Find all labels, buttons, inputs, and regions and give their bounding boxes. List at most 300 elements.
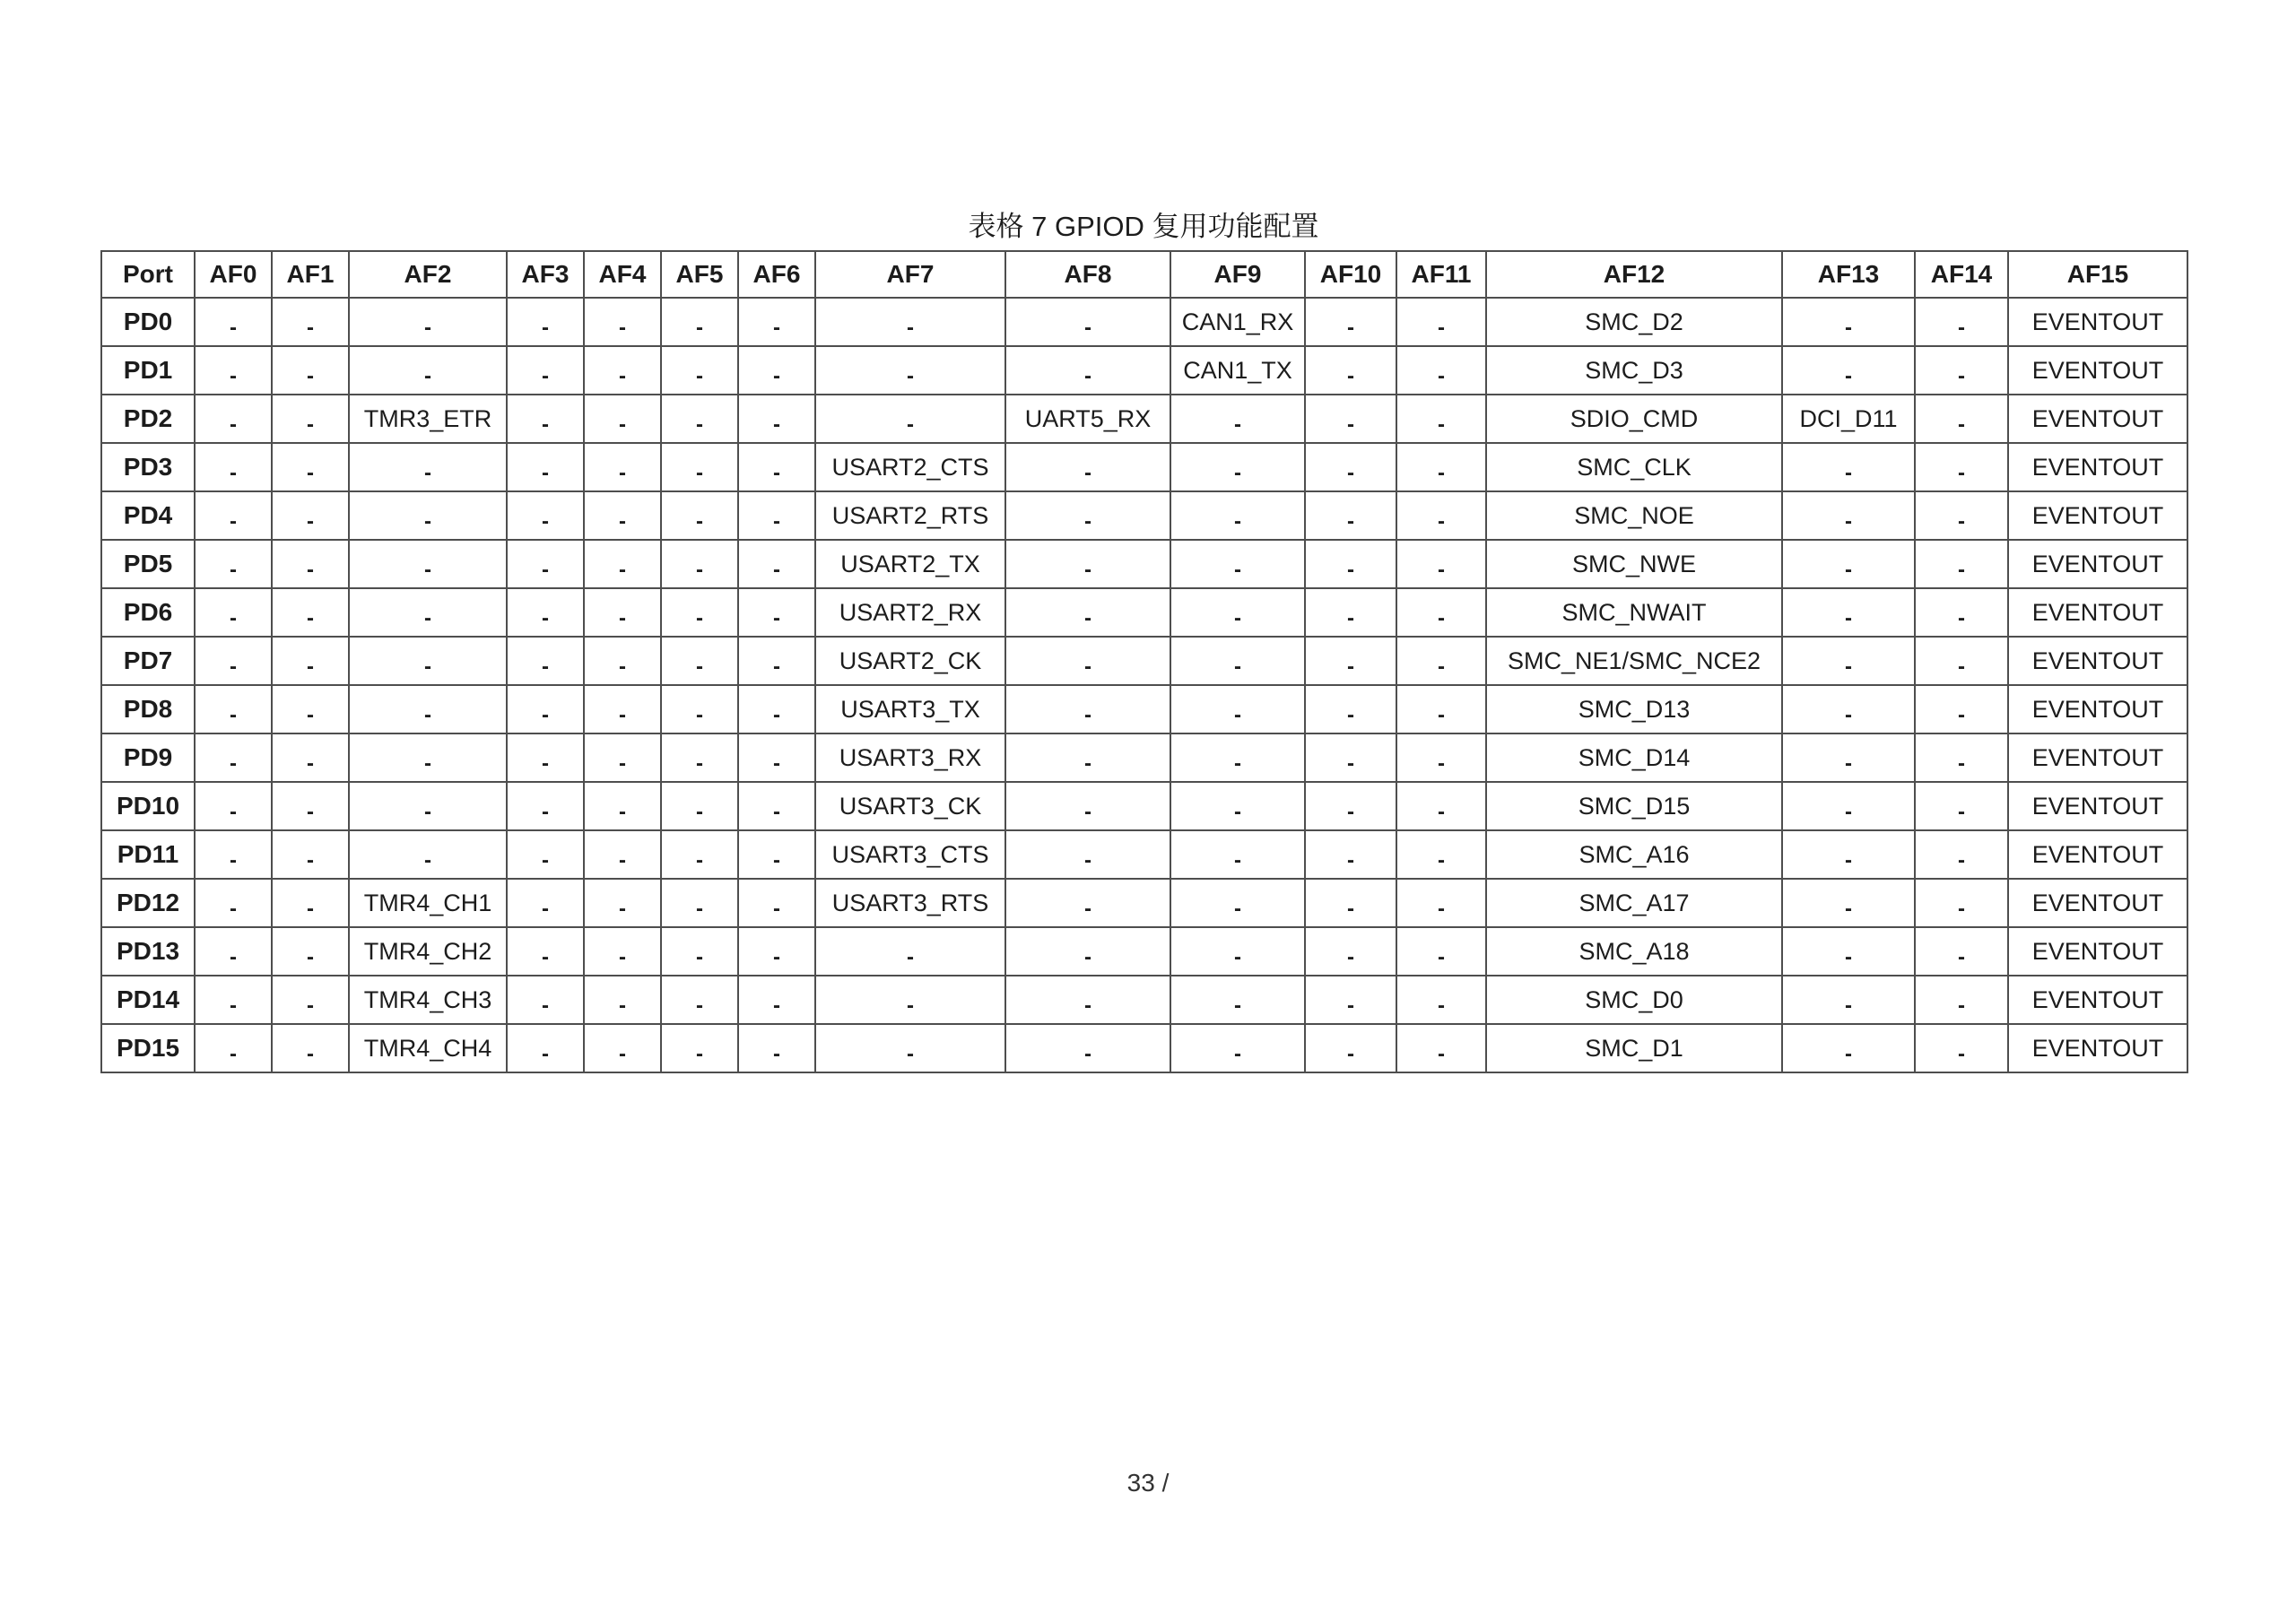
- empty-cell: -: [661, 443, 738, 491]
- port-cell: PD7: [101, 637, 195, 685]
- empty-cell: -: [1305, 637, 1396, 685]
- empty-cell: -: [1005, 976, 1170, 1024]
- column-header: AF8: [1005, 251, 1170, 298]
- empty-cell: -: [1305, 976, 1396, 1024]
- empty-cell: -: [195, 298, 272, 346]
- port-cell: PD5: [101, 540, 195, 588]
- empty-cell: -: [507, 443, 584, 491]
- empty-cell: -: [349, 491, 507, 540]
- empty-cell: -: [1005, 540, 1170, 588]
- af-function-cell: USART3_RX: [815, 733, 1005, 782]
- af-function-cell: DCI_D11: [1782, 395, 1915, 443]
- empty-cell: -: [1782, 976, 1915, 1024]
- af-function-cell: TMR4_CH2: [349, 927, 507, 976]
- empty-cell: -: [661, 927, 738, 976]
- af-function-cell: EVENTOUT: [2008, 879, 2187, 927]
- port-cell: PD11: [101, 830, 195, 879]
- af-function-cell: EVENTOUT: [2008, 976, 2187, 1024]
- empty-cell: -: [349, 588, 507, 637]
- empty-cell: -: [272, 588, 349, 637]
- empty-cell: -: [815, 1024, 1005, 1072]
- af-function-cell: SMC_D1: [1486, 1024, 1782, 1072]
- empty-cell: -: [661, 685, 738, 733]
- empty-cell: -: [1396, 588, 1486, 637]
- table-title: 表格 7 GPIOD 复用功能配置: [968, 211, 1319, 242]
- port-cell: PD9: [101, 733, 195, 782]
- af-function-cell: SMC_A17: [1486, 879, 1782, 927]
- table-row: [101, 782, 2187, 830]
- empty-cell: -: [1305, 395, 1396, 443]
- empty-cell: -: [272, 540, 349, 588]
- table-row: [101, 976, 2187, 1024]
- empty-cell: -: [349, 685, 507, 733]
- af-function-cell: CAN1_TX: [1170, 346, 1305, 395]
- port-cell: PD1: [101, 346, 195, 395]
- column-header: AF14: [1915, 251, 2008, 298]
- empty-cell: -: [1782, 733, 1915, 782]
- empty-cell: -: [584, 346, 661, 395]
- af-function-cell: TMR4_CH3: [349, 976, 507, 1024]
- empty-cell: -: [272, 298, 349, 346]
- empty-cell: -: [1005, 830, 1170, 879]
- port-cell: PD13: [101, 927, 195, 976]
- port-cell: PD10: [101, 782, 195, 830]
- empty-cell: -: [195, 588, 272, 637]
- empty-cell: -: [195, 1024, 272, 1072]
- empty-cell: -: [1396, 1024, 1486, 1072]
- empty-cell: -: [349, 830, 507, 879]
- empty-cell: -: [1396, 733, 1486, 782]
- empty-cell: -: [1915, 443, 2008, 491]
- table-row: [101, 588, 2187, 637]
- af-function-cell: EVENTOUT: [2008, 830, 2187, 879]
- empty-cell: -: [1170, 637, 1305, 685]
- empty-cell: -: [507, 491, 584, 540]
- empty-cell: -: [661, 540, 738, 588]
- empty-cell: -: [1305, 879, 1396, 927]
- port-cell: PD15: [101, 1024, 195, 1072]
- column-header: AF1: [272, 251, 349, 298]
- af-function-cell: SMC_NE1/SMC_NCE2: [1486, 637, 1782, 685]
- empty-cell: -: [507, 976, 584, 1024]
- empty-cell: -: [349, 733, 507, 782]
- empty-cell: -: [738, 346, 815, 395]
- port-cell: PD0: [101, 298, 195, 346]
- empty-cell: -: [661, 733, 738, 782]
- empty-cell: -: [272, 491, 349, 540]
- column-header: AF5: [661, 251, 738, 298]
- port-cell: PD2: [101, 395, 195, 443]
- empty-cell: -: [815, 298, 1005, 346]
- empty-cell: -: [661, 637, 738, 685]
- empty-cell: -: [507, 637, 584, 685]
- empty-cell: -: [1396, 395, 1486, 443]
- empty-cell: -: [661, 1024, 738, 1072]
- page-number: 33 /: [1126, 1469, 1170, 1497]
- table-row: [101, 685, 2187, 733]
- empty-cell: -: [1005, 637, 1170, 685]
- empty-cell: -: [738, 927, 815, 976]
- empty-cell: -: [661, 976, 738, 1024]
- gpiod-af-table: [100, 250, 2188, 1073]
- empty-cell: -: [1396, 927, 1486, 976]
- empty-cell: -: [1915, 976, 2008, 1024]
- empty-cell: -: [1396, 298, 1486, 346]
- af-function-cell: SMC_D2: [1486, 298, 1782, 346]
- empty-cell: -: [738, 976, 815, 1024]
- port-cell: PD6: [101, 588, 195, 637]
- table-row: [101, 491, 2187, 540]
- empty-cell: -: [738, 733, 815, 782]
- af-function-cell: EVENTOUT: [2008, 1024, 2187, 1072]
- af-function-cell: EVENTOUT: [2008, 637, 2187, 685]
- af-function-cell: USART2_CTS: [815, 443, 1005, 491]
- column-header: AF3: [507, 251, 584, 298]
- empty-cell: -: [195, 637, 272, 685]
- empty-cell: -: [1005, 346, 1170, 395]
- empty-cell: -: [584, 637, 661, 685]
- empty-cell: -: [1005, 443, 1170, 491]
- empty-cell: -: [584, 927, 661, 976]
- empty-cell: -: [1305, 1024, 1396, 1072]
- column-header: AF6: [738, 251, 815, 298]
- empty-cell: -: [1782, 540, 1915, 588]
- empty-cell: -: [1915, 491, 2008, 540]
- empty-cell: -: [1396, 879, 1486, 927]
- empty-cell: -: [1305, 298, 1396, 346]
- af-function-cell: SMC_D13: [1486, 685, 1782, 733]
- empty-cell: -: [738, 782, 815, 830]
- column-header: AF9: [1170, 251, 1305, 298]
- empty-cell: -: [1396, 443, 1486, 491]
- table-row: [101, 830, 2187, 879]
- port-cell: PD12: [101, 879, 195, 927]
- empty-cell: -: [1782, 879, 1915, 927]
- empty-cell: -: [1170, 830, 1305, 879]
- table-row: [101, 879, 2187, 927]
- af-function-cell: EVENTOUT: [2008, 298, 2187, 346]
- empty-cell: -: [661, 491, 738, 540]
- af-function-cell: EVENTOUT: [2008, 588, 2187, 637]
- port-cell: PD3: [101, 443, 195, 491]
- empty-cell: -: [1915, 540, 2008, 588]
- empty-cell: -: [1005, 588, 1170, 637]
- empty-cell: -: [1915, 395, 2008, 443]
- af-function-cell: SMC_D15: [1486, 782, 1782, 830]
- empty-cell: -: [507, 540, 584, 588]
- empty-cell: -: [272, 879, 349, 927]
- empty-cell: -: [738, 879, 815, 927]
- empty-cell: -: [738, 443, 815, 491]
- af-function-cell: USART3_CTS: [815, 830, 1005, 879]
- empty-cell: -: [272, 346, 349, 395]
- table-row: [101, 733, 2187, 782]
- af-function-cell: USART3_TX: [815, 685, 1005, 733]
- empty-cell: -: [815, 927, 1005, 976]
- empty-cell: -: [584, 395, 661, 443]
- port-cell: PD8: [101, 685, 195, 733]
- empty-cell: -: [1005, 879, 1170, 927]
- af-function-cell: SMC_CLK: [1486, 443, 1782, 491]
- empty-cell: -: [1396, 782, 1486, 830]
- empty-cell: -: [272, 782, 349, 830]
- empty-cell: -: [584, 443, 661, 491]
- empty-cell: -: [584, 685, 661, 733]
- empty-cell: -: [661, 830, 738, 879]
- table-row: [101, 298, 2187, 346]
- empty-cell: -: [1915, 588, 2008, 637]
- empty-cell: -: [1170, 491, 1305, 540]
- empty-cell: -: [507, 346, 584, 395]
- empty-cell: -: [1170, 879, 1305, 927]
- empty-cell: -: [507, 782, 584, 830]
- empty-cell: -: [1782, 830, 1915, 879]
- empty-cell: -: [584, 1024, 661, 1072]
- port-cell: PD14: [101, 976, 195, 1024]
- column-header: AF11: [1396, 251, 1486, 298]
- af-function-cell: SMC_A18: [1486, 927, 1782, 976]
- empty-cell: -: [738, 298, 815, 346]
- empty-cell: -: [1305, 443, 1396, 491]
- empty-cell: -: [272, 443, 349, 491]
- empty-cell: -: [1305, 927, 1396, 976]
- empty-cell: -: [1170, 443, 1305, 491]
- empty-cell: -: [507, 1024, 584, 1072]
- af-function-cell: SDIO_CMD: [1486, 395, 1782, 443]
- empty-cell: -: [661, 588, 738, 637]
- af-function-cell: SMC_D3: [1486, 346, 1782, 395]
- empty-cell: -: [661, 298, 738, 346]
- af-function-cell: EVENTOUT: [2008, 733, 2187, 782]
- empty-cell: -: [1782, 346, 1915, 395]
- empty-cell: -: [1170, 976, 1305, 1024]
- empty-cell: -: [272, 976, 349, 1024]
- empty-cell: -: [195, 540, 272, 588]
- empty-cell: -: [584, 782, 661, 830]
- af-function-cell: EVENTOUT: [2008, 395, 2187, 443]
- af-function-cell: USART2_TX: [815, 540, 1005, 588]
- empty-cell: -: [507, 298, 584, 346]
- af-function-cell: TMR3_ETR: [349, 395, 507, 443]
- column-header: AF15: [2008, 251, 2187, 298]
- empty-cell: -: [1005, 491, 1170, 540]
- empty-cell: -: [507, 733, 584, 782]
- empty-cell: -: [507, 685, 584, 733]
- empty-cell: -: [195, 782, 272, 830]
- af-function-cell: SMC_NOE: [1486, 491, 1782, 540]
- column-header: AF4: [584, 251, 661, 298]
- af-function-cell: USART2_RX: [815, 588, 1005, 637]
- empty-cell: -: [507, 927, 584, 976]
- empty-cell: -: [1005, 733, 1170, 782]
- empty-cell: -: [738, 685, 815, 733]
- empty-cell: -: [738, 540, 815, 588]
- empty-cell: -: [195, 685, 272, 733]
- af-function-cell: UART5_RX: [1005, 395, 1170, 443]
- empty-cell: -: [815, 976, 1005, 1024]
- empty-cell: -: [1782, 491, 1915, 540]
- empty-cell: -: [738, 830, 815, 879]
- empty-cell: -: [349, 346, 507, 395]
- empty-cell: -: [272, 733, 349, 782]
- empty-cell: -: [1915, 782, 2008, 830]
- af-function-cell: SMC_D14: [1486, 733, 1782, 782]
- column-header: AF10: [1305, 251, 1396, 298]
- af-function-cell: SMC_NWAIT: [1486, 588, 1782, 637]
- empty-cell: -: [1915, 927, 2008, 976]
- empty-cell: -: [1782, 443, 1915, 491]
- empty-cell: -: [1782, 927, 1915, 976]
- empty-cell: -: [349, 637, 507, 685]
- empty-cell: -: [349, 782, 507, 830]
- empty-cell: -: [584, 491, 661, 540]
- empty-cell: -: [1170, 685, 1305, 733]
- af-function-cell: EVENTOUT: [2008, 346, 2187, 395]
- af-function-cell: EVENTOUT: [2008, 540, 2187, 588]
- column-header: AF13: [1782, 251, 1915, 298]
- af-function-cell: USART3_RTS: [815, 879, 1005, 927]
- table-row: [101, 637, 2187, 685]
- empty-cell: -: [1782, 782, 1915, 830]
- empty-cell: -: [1305, 346, 1396, 395]
- empty-cell: -: [195, 346, 272, 395]
- empty-cell: -: [1915, 298, 2008, 346]
- af-function-cell: SMC_D0: [1486, 976, 1782, 1024]
- column-header: AF0: [195, 251, 272, 298]
- af-function-cell: SMC_A16: [1486, 830, 1782, 879]
- empty-cell: -: [1005, 782, 1170, 830]
- empty-cell: -: [661, 346, 738, 395]
- empty-cell: -: [1170, 782, 1305, 830]
- empty-cell: -: [507, 588, 584, 637]
- empty-cell: -: [1305, 830, 1396, 879]
- empty-cell: -: [272, 685, 349, 733]
- empty-cell: -: [815, 346, 1005, 395]
- empty-cell: -: [1005, 1024, 1170, 1072]
- empty-cell: -: [584, 879, 661, 927]
- empty-cell: -: [1782, 637, 1915, 685]
- empty-cell: -: [738, 1024, 815, 1072]
- af-function-cell: USART2_CK: [815, 637, 1005, 685]
- empty-cell: -: [1396, 540, 1486, 588]
- empty-cell: -: [1170, 1024, 1305, 1072]
- empty-cell: -: [661, 782, 738, 830]
- empty-cell: -: [1305, 491, 1396, 540]
- af-function-cell: EVENTOUT: [2008, 927, 2187, 976]
- af-function-cell: TMR4_CH4: [349, 1024, 507, 1072]
- empty-cell: -: [584, 976, 661, 1024]
- table-row: [101, 346, 2187, 395]
- empty-cell: -: [1005, 685, 1170, 733]
- empty-cell: -: [1396, 491, 1486, 540]
- table-row: [101, 1024, 2187, 1072]
- table-row: [101, 540, 2187, 588]
- af-function-cell: EVENTOUT: [2008, 443, 2187, 491]
- empty-cell: -: [272, 395, 349, 443]
- empty-cell: -: [195, 830, 272, 879]
- empty-cell: -: [1782, 1024, 1915, 1072]
- empty-cell: -: [1782, 298, 1915, 346]
- af-function-cell: TMR4_CH1: [349, 879, 507, 927]
- empty-cell: -: [195, 927, 272, 976]
- af-function-cell: EVENTOUT: [2008, 491, 2187, 540]
- empty-cell: -: [1005, 927, 1170, 976]
- empty-cell: -: [1915, 637, 2008, 685]
- empty-cell: -: [1915, 346, 2008, 395]
- empty-cell: -: [195, 976, 272, 1024]
- empty-cell: -: [815, 395, 1005, 443]
- empty-cell: -: [1305, 588, 1396, 637]
- empty-cell: -: [1305, 685, 1396, 733]
- af-function-cell: EVENTOUT: [2008, 685, 2187, 733]
- table-row: [101, 395, 2187, 443]
- empty-cell: -: [195, 491, 272, 540]
- af-function-cell: USART3_CK: [815, 782, 1005, 830]
- empty-cell: -: [584, 588, 661, 637]
- empty-cell: -: [507, 395, 584, 443]
- empty-cell: -: [507, 879, 584, 927]
- empty-cell: -: [272, 830, 349, 879]
- empty-cell: -: [1396, 346, 1486, 395]
- empty-cell: -: [1915, 733, 2008, 782]
- empty-cell: -: [661, 879, 738, 927]
- empty-cell: -: [1915, 830, 2008, 879]
- empty-cell: -: [1170, 540, 1305, 588]
- af-function-cell: EVENTOUT: [2008, 782, 2187, 830]
- empty-cell: -: [195, 395, 272, 443]
- af-function-cell: SMC_NWE: [1486, 540, 1782, 588]
- empty-cell: -: [1396, 637, 1486, 685]
- af-function-cell: CAN1_RX: [1170, 298, 1305, 346]
- empty-cell: -: [1170, 927, 1305, 976]
- empty-cell: -: [1396, 976, 1486, 1024]
- column-header: AF2: [349, 251, 507, 298]
- empty-cell: -: [272, 637, 349, 685]
- empty-cell: -: [1915, 879, 2008, 927]
- empty-cell: -: [661, 395, 738, 443]
- empty-cell: -: [584, 733, 661, 782]
- port-cell: PD4: [101, 491, 195, 540]
- empty-cell: -: [1170, 395, 1305, 443]
- empty-cell: -: [1396, 830, 1486, 879]
- column-header: Port: [101, 251, 195, 298]
- empty-cell: -: [1305, 782, 1396, 830]
- column-header: AF7: [815, 251, 1005, 298]
- empty-cell: -: [738, 491, 815, 540]
- empty-cell: -: [584, 298, 661, 346]
- empty-cell: -: [272, 927, 349, 976]
- empty-cell: -: [738, 637, 815, 685]
- table-body: [101, 298, 2187, 1072]
- empty-cell: -: [738, 588, 815, 637]
- empty-cell: -: [1005, 298, 1170, 346]
- empty-cell: -: [1305, 540, 1396, 588]
- empty-cell: -: [584, 540, 661, 588]
- empty-cell: -: [1782, 685, 1915, 733]
- empty-cell: -: [584, 830, 661, 879]
- empty-cell: -: [1396, 685, 1486, 733]
- empty-cell: -: [1915, 685, 2008, 733]
- empty-cell: -: [507, 830, 584, 879]
- empty-cell: -: [1915, 1024, 2008, 1072]
- empty-cell: -: [738, 395, 815, 443]
- empty-cell: -: [195, 733, 272, 782]
- empty-cell: -: [195, 879, 272, 927]
- empty-cell: -: [272, 1024, 349, 1072]
- header-row: [101, 251, 2187, 298]
- empty-cell: -: [1782, 588, 1915, 637]
- empty-cell: -: [349, 443, 507, 491]
